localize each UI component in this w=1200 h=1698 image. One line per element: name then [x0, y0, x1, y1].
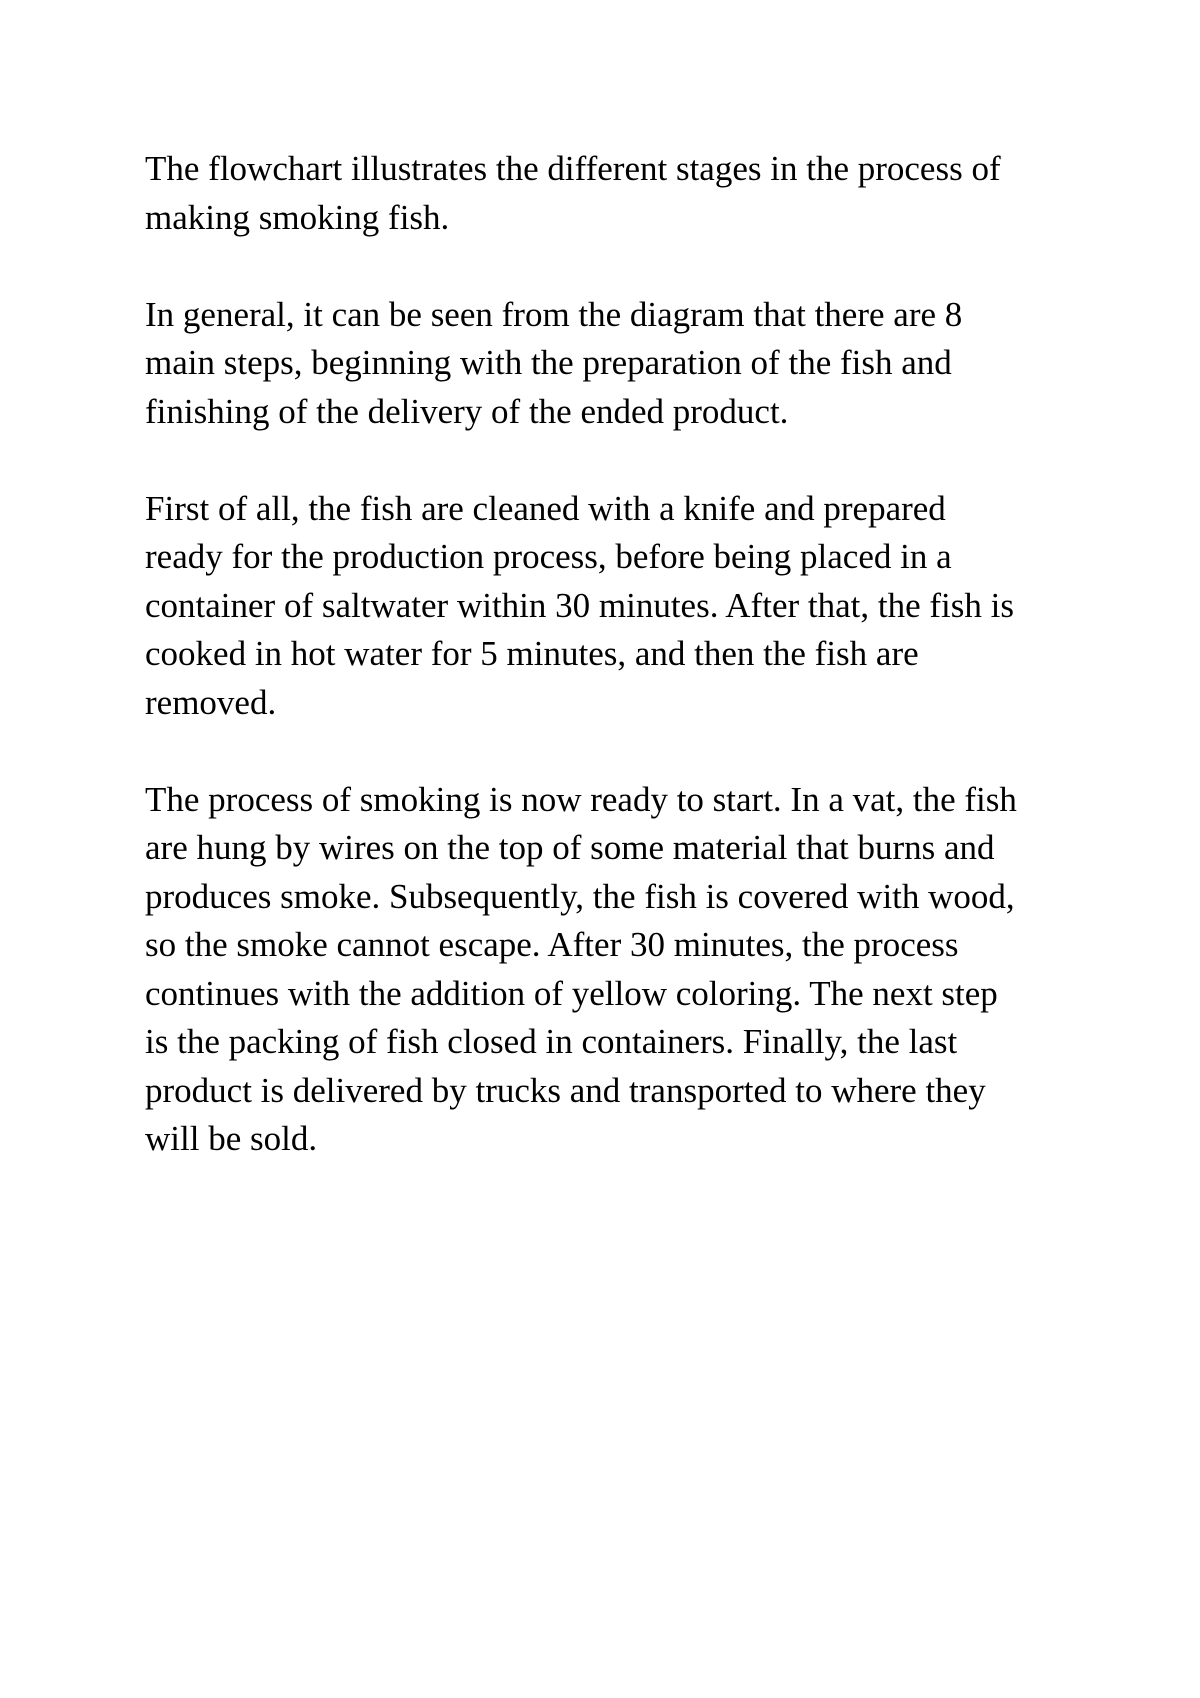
text-line: will be sold.: [145, 1119, 318, 1158]
text-line: The process of smoking is now ready to start. In a vat, the fish: [145, 779, 1017, 819]
text-line: cooked in hot water for 5 minutes, and then the fish are: [145, 634, 919, 673]
paragraph-intro: [145, 145, 1075, 242]
text-line: so the smoke cannot escape. After 30 minutes, the process: [145, 925, 959, 964]
text-line: continues with the addition of yellow coloring. The next step: [145, 973, 998, 1013]
text-line: are hung by wires on the top of some material that burns and: [145, 828, 995, 867]
text-line: produces smoke. Subsequently, the fish is covered with wood,: [145, 876, 1015, 916]
text-line: making smoking fish.: [145, 197, 450, 237]
paragraph-overview: [145, 291, 1075, 437]
text-line: finishing of the delivery of the ended product.: [145, 391, 789, 431]
paragraph-preparation: [145, 485, 1075, 728]
text-line: product is delivered by trucks and transported to where they: [145, 1070, 986, 1110]
essay-body: [145, 145, 1075, 1212]
text-line: main steps, beginning with the preparation of the fish and: [145, 343, 952, 382]
text-line: removed.: [145, 682, 277, 722]
text-line: In general, it can be seen from the diagram that there are 8: [145, 294, 963, 334]
text-line: The flowchart illustrates the different stages in the process of: [145, 149, 1001, 188]
text-line: ready for the production process, before being placed in a: [145, 537, 952, 576]
text-line: container of saltwater within 30 minutes. After that, the fish is: [145, 585, 1014, 625]
text-line: First of all, the fish are cleaned with a knife and prepared: [145, 488, 946, 528]
paragraph-smoking: [145, 776, 1075, 1164]
text-line: is the packing of fish closed in containers. Finally, the last: [145, 1022, 958, 1061]
